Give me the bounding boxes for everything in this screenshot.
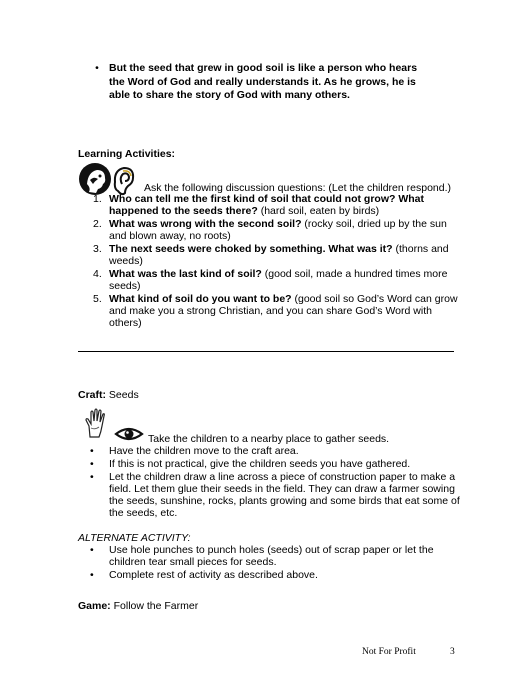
list-item: 4. What was the last kind of soil? (good soil, made a hundred times more seeds) (93, 268, 448, 292)
bullet-dot: • (95, 62, 99, 74)
ear-icon (115, 168, 133, 194)
list-item: • Complete rest of activity as described above. (90, 569, 318, 581)
alternate-heading: ALTERNATE ACTIVITY: (78, 532, 191, 544)
list-item: • Use hole punches to punch holes (seeds) out of scrap paper or let the children tear small pieces for seeds. (90, 544, 434, 568)
eye-icon (114, 426, 144, 445)
craft-instruction: Take the children to a nearby place to gather seeds. (148, 433, 390, 445)
learning-heading: Learning Activities: (78, 148, 176, 160)
list-item: • Let the children draw a line across a piece of construction paper to make a field. Let them glue their seeds in the field. They can draw a farmer sowing the seeds, sunshine, rocks, plants growing and some birds that eat some of the seeds, etc. (90, 471, 460, 519)
head-icon (79, 163, 111, 195)
hand-icon (84, 408, 110, 441)
list-item: • If this is not practical, give the children seeds you have gathered. (90, 458, 411, 470)
intro-text: But the seed that grew in good soil is like a person who hears the Word of God and really understands it. As he grows, he is able to share the story of God with many others. (109, 62, 418, 101)
list-item: 3. The next seeds were choked by something. What was it? (thorns and weeds) (93, 243, 449, 267)
page-number: 3 (450, 647, 455, 657)
craft-heading: Craft: Seeds (78, 389, 139, 401)
learning-instruction: Ask the following discussion questions: (Let the children respond.) (144, 182, 452, 194)
game-heading: Game: Follow the Farmer (78, 600, 199, 612)
list-item: 5. What kind of soil do you want to be? (good soil so God’s Word can grow and make you a strong Christian, and you can share God’s Word with others) (93, 293, 458, 329)
list-item: 1. Who can tell me the first kind of soil that could not grow? What happened to the seeds there? (hard soil, eaten by birds) (93, 193, 424, 217)
question-list (78, 193, 458, 330)
footer-text: Not For Profit (362, 647, 416, 657)
list-item: 2. What was wrong with the second soil? (rocky soil, dried up by the sun and blown away, no roots) (93, 218, 447, 242)
craft-steps (78, 445, 460, 520)
alternate-steps (78, 544, 460, 582)
list-item: • Have the children move to the craft area. (90, 445, 299, 457)
section-divider (78, 351, 454, 352)
